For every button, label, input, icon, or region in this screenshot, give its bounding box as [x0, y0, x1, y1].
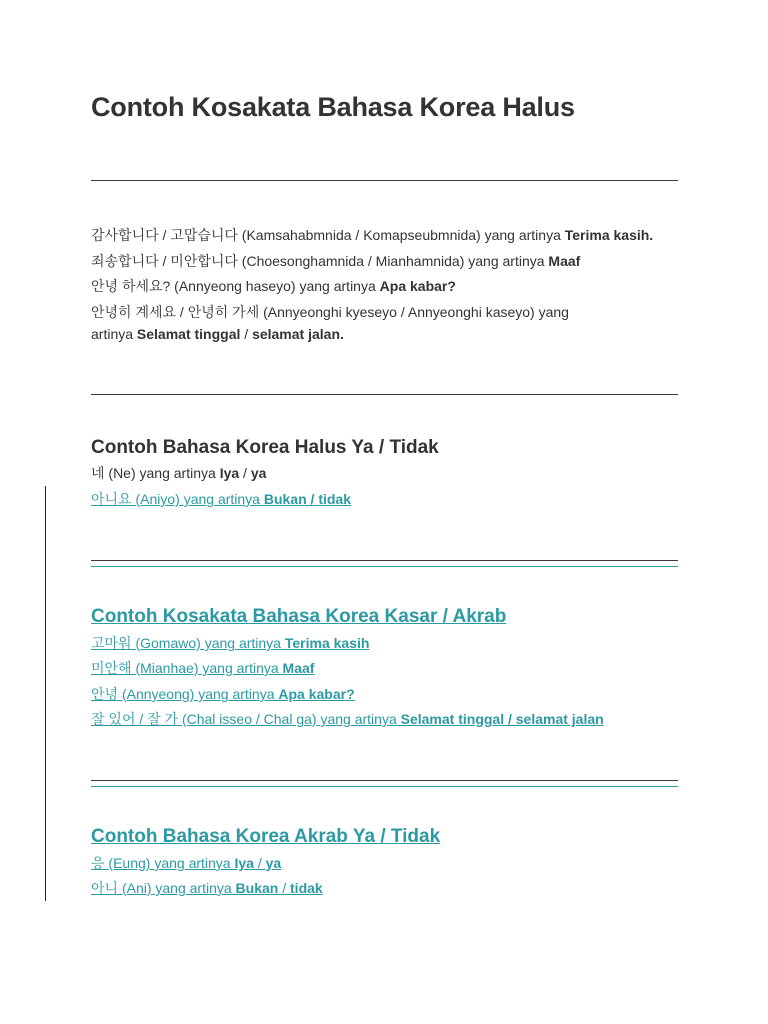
vocab-meaning: ya [265, 855, 282, 871]
vocab-text: 아니요 (Aniyo) yang artinya [91, 491, 264, 507]
vocab-line [91, 464, 266, 482]
vocab-meaning: ya [250, 465, 267, 481]
vocab-link[interactable] [91, 659, 314, 677]
vocab-text: 안녕 (Annyeong) yang artinya [91, 686, 279, 702]
vocab-link[interactable] [91, 490, 351, 508]
vocab-line [91, 277, 456, 295]
section-heading-link[interactable]: Contoh Kosakata Bahasa Korea Kasar / Akrab [91, 606, 507, 627]
vocab-line [91, 325, 344, 343]
page-title: Contoh Kosakata Bahasa Korea Halus [91, 92, 575, 122]
vocab-meaning: Selamat tinggal [136, 326, 241, 342]
vocab-text: 감사합니다 / 고맙습니다 (Kamsahabmnida / Komapseubmnida) yang artinya [91, 227, 565, 243]
vocab-text: 안녕 하세요? (Annyeong haseyo) yang artinya [91, 278, 380, 294]
section-heading-link[interactable]: Contoh Bahasa Korea Akrab Ya / Tidak [91, 826, 441, 847]
vocab-text: 네 (Ne) yang artinya [91, 465, 220, 481]
divider [91, 560, 678, 561]
vocab-meaning: Iya [234, 855, 254, 871]
vocab-meaning: Maaf [548, 253, 581, 269]
vocab-meaning: Terima kasih [284, 635, 370, 651]
vocab-text: 미안해 (Mianhae) yang artinya [91, 660, 283, 676]
vocab-link[interactable] [91, 710, 604, 728]
vocab-link[interactable] [91, 879, 323, 897]
vocab-line [91, 226, 653, 244]
vocab-text: 응 (Eung) yang artinya [91, 855, 235, 871]
margin-bar [45, 486, 46, 901]
vocab-link[interactable] [91, 854, 281, 872]
divider [91, 566, 678, 567]
vocab-meaning: Iya [219, 465, 240, 481]
vocab-meaning: selamat jalan. [252, 326, 344, 342]
vocab-text: 죄송합니다 / 미안합니다 (Choesonghamnida / Mianhamnida) yang artinya [91, 253, 549, 269]
vocab-text: 아니 (Ani) yang artinya [91, 880, 236, 896]
vocab-separator: / [239, 465, 251, 481]
vocab-meaning: Bukan / tidak [263, 491, 351, 507]
divider [91, 394, 678, 395]
vocab-separator: / [278, 880, 291, 896]
vocab-link[interactable] [91, 685, 355, 703]
vocab-link[interactable] [91, 634, 369, 652]
vocab-separator: / [240, 326, 253, 342]
vocab-line [91, 303, 569, 321]
vocab-meaning: Selamat tinggal / selamat jalan [400, 711, 604, 727]
vocab-line [91, 252, 580, 270]
vocab-meaning: Bukan [235, 880, 279, 896]
section-heading: Contoh Bahasa Korea Halus Ya / Tidak [91, 437, 439, 458]
vocab-meaning: tidak [290, 880, 323, 896]
vocab-meaning: Maaf [282, 660, 315, 676]
vocab-meaning: Apa kabar? [278, 686, 355, 702]
divider [91, 786, 678, 787]
divider [91, 180, 678, 181]
vocab-text: 안녕히 계세요 / 안녕히 가세 (Annyeonghi kyeseyo / Annyeonghi kaseyo) yang [91, 304, 569, 320]
vocab-separator: / [253, 855, 266, 871]
divider [91, 780, 678, 781]
vocab-text: 잘 있어 / 잘 가 (Chal isseo / Chal ga) yang artinya [91, 711, 401, 727]
vocab-meaning: Apa kabar? [379, 278, 456, 294]
vocab-text: artinya [91, 326, 137, 342]
vocab-meaning: Terima kasih. [564, 227, 654, 243]
vocab-text: 고마워 (Gomawo) yang artinya [91, 635, 285, 651]
